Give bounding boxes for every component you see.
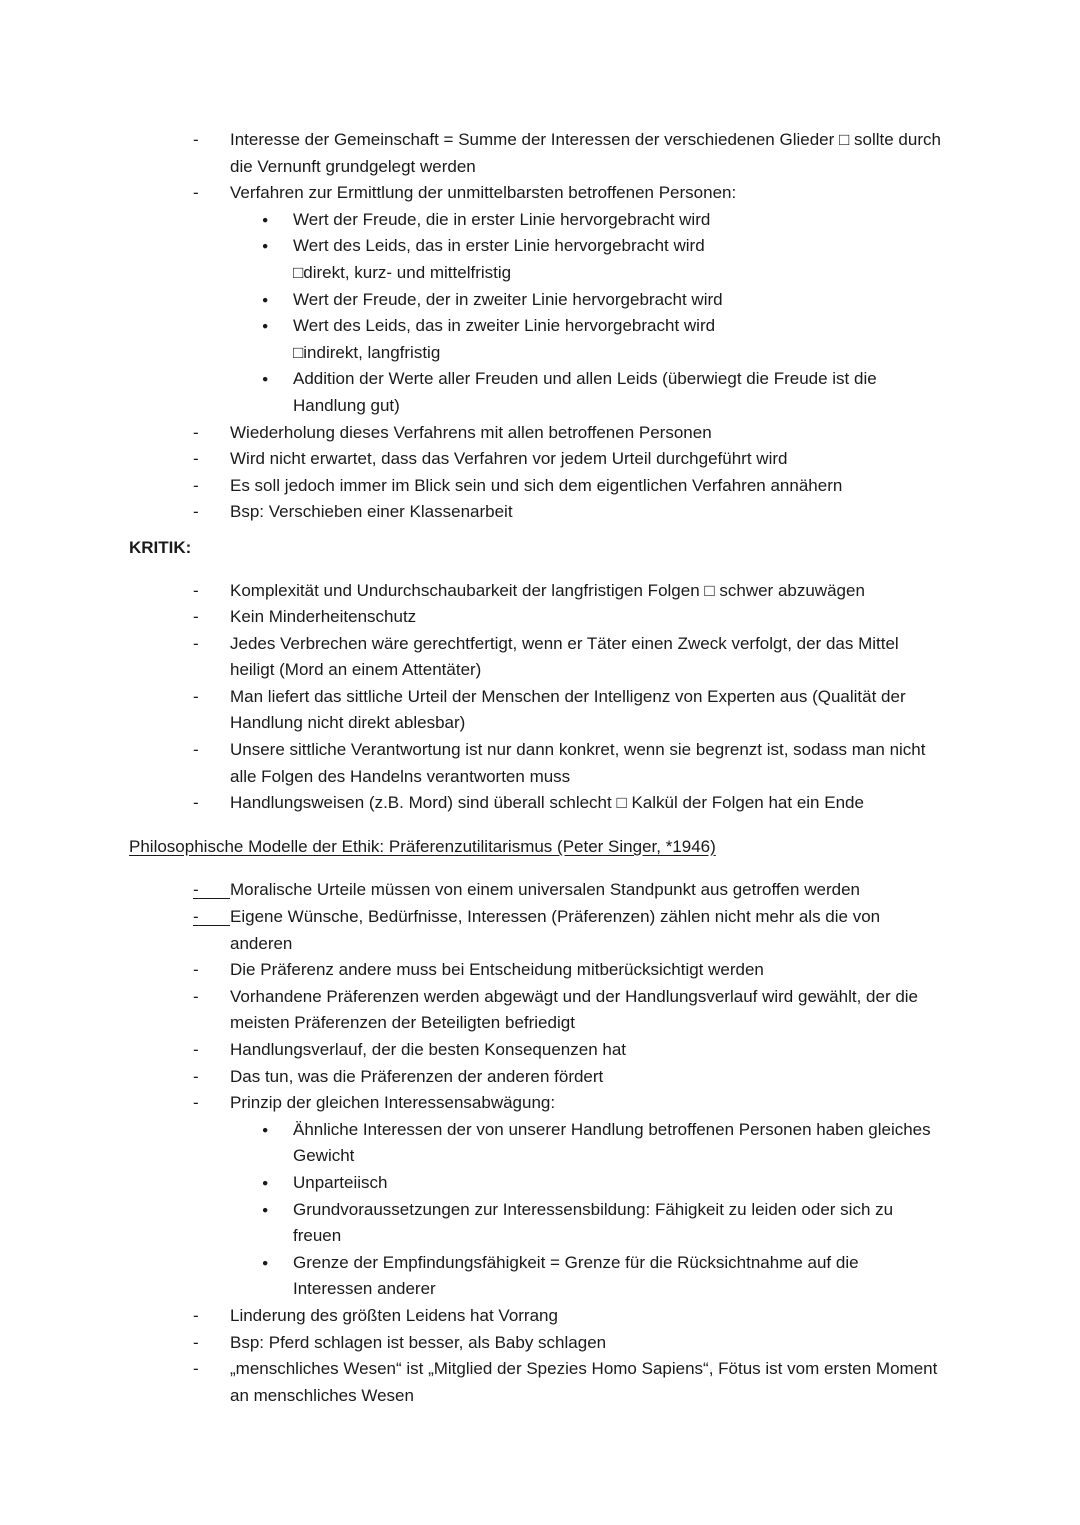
list-item-text: Wert der Freude, die in erster Linie hervorgebracht wird — [293, 209, 711, 229]
bullet-marker: ● — [262, 373, 269, 386]
list-item — [129, 984, 941, 1037]
list-item — [129, 287, 941, 314]
utilitarismus-verfahren-list — [129, 127, 941, 526]
underlined-dash-marker: - — [193, 880, 199, 900]
dash-marker: - — [193, 1093, 199, 1113]
praeferenzutilitarismus-heading: Philosophische Modelle der Ethik: Präferenzutilitarismus (Peter Singer, *1946) — [129, 836, 716, 856]
list-item-text: Ähnliche Interessen der von unserer Handlung betroffenen Personen haben gleiches Gewicht — [293, 1119, 931, 1166]
list-item — [129, 904, 941, 957]
list-item — [129, 1330, 941, 1357]
list-item-text: Eigene Wünsche, Bedürfnisse, Interessen (Präferenzen) zählen nicht mehr als die von anderen — [230, 907, 881, 953]
list-item-text: □indirekt, langfristig — [293, 342, 441, 362]
list-item-text: Unsere sittliche Verantwortung ist nur dann konkret, wenn sie begrenzt ist, sodass man nicht alle Folgen des Handelns verantworten muss — [230, 740, 926, 786]
dash-marker: - — [193, 1040, 199, 1059]
list-item — [129, 473, 941, 500]
list-item — [129, 499, 941, 526]
list-item-text: Addition der Werte aller Freuden und allen Leids (überwiegt die Freude ist die Handlung gut) — [293, 369, 877, 415]
dash-marker: - — [193, 793, 199, 813]
list-item — [129, 180, 941, 207]
list-item — [129, 340, 941, 367]
list-item-text: Grundvoraussetzungen zur Interessensbildung: Fähigkeit zu leiden oder sich zu freuen — [293, 1199, 894, 1246]
list-item-text: Grenze der Empfindungsfähigkeit = Grenze für die Rücksichtnahme auf die Interessen anderer — [293, 1252, 859, 1299]
list-item-text: Die Präferenz andere muss bei Entscheidung mitberücksichtigt werden — [230, 960, 764, 980]
list-item-text: Linderung des größten Leidens hat Vorrang — [230, 1305, 558, 1325]
list-item — [129, 1250, 941, 1303]
kritik-heading: KRITIK: — [129, 537, 192, 557]
list-item-text: Prinzip der gleichen Interessensabwägung: — [230, 1093, 556, 1113]
list-item — [129, 1197, 941, 1250]
list-item — [129, 1303, 941, 1330]
dash-marker: - — [193, 1066, 199, 1086]
list-item — [129, 207, 941, 234]
bullet-marker: ● — [262, 213, 269, 226]
list-item-text: Das tun, was die Präferenzen der anderen fördert — [230, 1066, 604, 1086]
list-item-text: Wird nicht erwartet, dass das Verfahren vor jedem Urteil durchgeführt wird — [230, 449, 788, 469]
list-item — [129, 1090, 941, 1117]
list-item — [129, 260, 941, 287]
bullet-marker: ● — [262, 1256, 269, 1269]
dash-marker: - — [193, 422, 199, 442]
kritik-list — [129, 578, 941, 817]
list-item — [129, 366, 941, 419]
dash-marker: - — [193, 986, 199, 1006]
dash-marker: - — [193, 740, 199, 760]
bullet-marker: ● — [262, 1123, 269, 1136]
list-item — [129, 737, 941, 790]
list-item-text: Jedes Verbrechen wäre gerechtfertigt, wenn er Täter einen Zweck verfolgt, der das Mittel heiligt (Mord an einem Attentäter) — [230, 633, 899, 680]
document-content — [129, 127, 941, 1409]
list-item — [129, 233, 941, 260]
list-item — [129, 790, 941, 817]
dash-marker: - — [193, 1332, 199, 1352]
list-item-text: Verfahren zur Ermittlung der unmittelbarsten betroffenen Personen: — [230, 183, 737, 203]
dash-marker: - — [193, 449, 199, 469]
list-item-text: Moralische Urteile müssen von einem universalen Standpunkt aus getroffen werden — [230, 880, 860, 900]
list-item — [129, 313, 941, 340]
dash-marker: - — [193, 183, 199, 203]
list-item-text: Wert des Leids, das in zweiter Linie hervorgebracht wird — [293, 316, 716, 336]
list-item-text: Interesse der Gemeinschaft = Summe der Interessen der verschiedenen Glieder □ sollte durch die Vernunft grundgelegt werden — [230, 130, 941, 176]
list-item — [129, 604, 941, 631]
list-item-text: Vorhandene Präferenzen werden abgewägt und der Handlungsverlauf wird gewählt, der die meisten Präferenzen der Beteiligten befriedigt — [230, 986, 919, 1033]
list-item — [129, 1117, 941, 1170]
dash-marker: - — [193, 1359, 199, 1379]
list-item-text: „menschliches Wesen“ ist „Mitglied der Spezies Homo Sapiens“, Fötus ist vom ersten Moment an menschliches Wesen — [230, 1359, 938, 1405]
list-item-text: Es soll jedoch immer im Blick sein und sich dem eigentlichen Verfahren annähern — [230, 475, 843, 495]
list-item-text: Komplexität und Undurchschaubarkeit der langfristigen Folgen □ schwer abzuwägen — [230, 580, 865, 600]
list-item — [129, 631, 941, 684]
dash-marker: - — [193, 960, 199, 980]
dash-marker: - — [193, 686, 199, 706]
dash-marker: - — [193, 607, 199, 627]
underlined-dash-marker: - — [193, 907, 199, 927]
dash-marker: - — [193, 475, 199, 495]
list-item-text: Unparteiisch — [293, 1172, 388, 1192]
list-item-text: Bsp: Pferd schlagen ist besser, als Baby schlagen — [230, 1332, 607, 1352]
dash-marker: - — [193, 580, 199, 600]
list-item — [129, 684, 941, 737]
bullet-marker: ● — [262, 293, 269, 306]
list-item — [129, 420, 941, 447]
bullet-marker: ● — [262, 320, 269, 333]
bullet-marker: ● — [262, 240, 269, 253]
list-item — [129, 1037, 941, 1064]
dash-marker: - — [193, 502, 199, 522]
dash-marker: - — [193, 633, 199, 653]
list-item — [129, 957, 941, 984]
bullet-marker: ● — [262, 1203, 269, 1216]
praeferenzutilitarismus-list — [129, 877, 941, 1409]
bullet-marker: ● — [262, 1176, 269, 1189]
list-item-text: Wiederholung dieses Verfahrens mit allen betroffenen Personen — [230, 422, 712, 442]
list-item — [129, 1064, 941, 1091]
list-item-text: Kein Minderheitenschutz — [230, 607, 417, 627]
list-item — [129, 877, 941, 904]
list-item-text: Handlungsverlauf, der die besten Konsequenzen hat — [230, 1040, 627, 1059]
dash-marker: - — [193, 130, 199, 149]
list-item-text: Bsp: Verschieben einer Klassenarbeit — [230, 502, 513, 522]
list-item — [129, 1356, 941, 1409]
list-item — [129, 578, 941, 605]
list-item — [129, 1170, 941, 1197]
list-item-text: Man liefert das sittliche Urteil der Menschen der Intelligenz von Experten aus (Qualität der Handlung nicht direkt ablesbar) — [230, 686, 906, 733]
list-item — [129, 127, 941, 180]
dash-marker: - — [193, 1305, 199, 1325]
list-item — [129, 446, 941, 473]
list-item-text: □direkt, kurz- und mittelfristig — [293, 262, 512, 282]
list-item-text: Handlungsweisen (z.B. Mord) sind überall schlecht □ Kalkül der Folgen hat ein Ende — [230, 793, 864, 813]
list-item-text: Wert des Leids, das in erster Linie hervorgebracht wird — [293, 236, 705, 256]
list-item-text: Wert der Freude, der in zweiter Linie hervorgebracht wird — [293, 289, 723, 309]
